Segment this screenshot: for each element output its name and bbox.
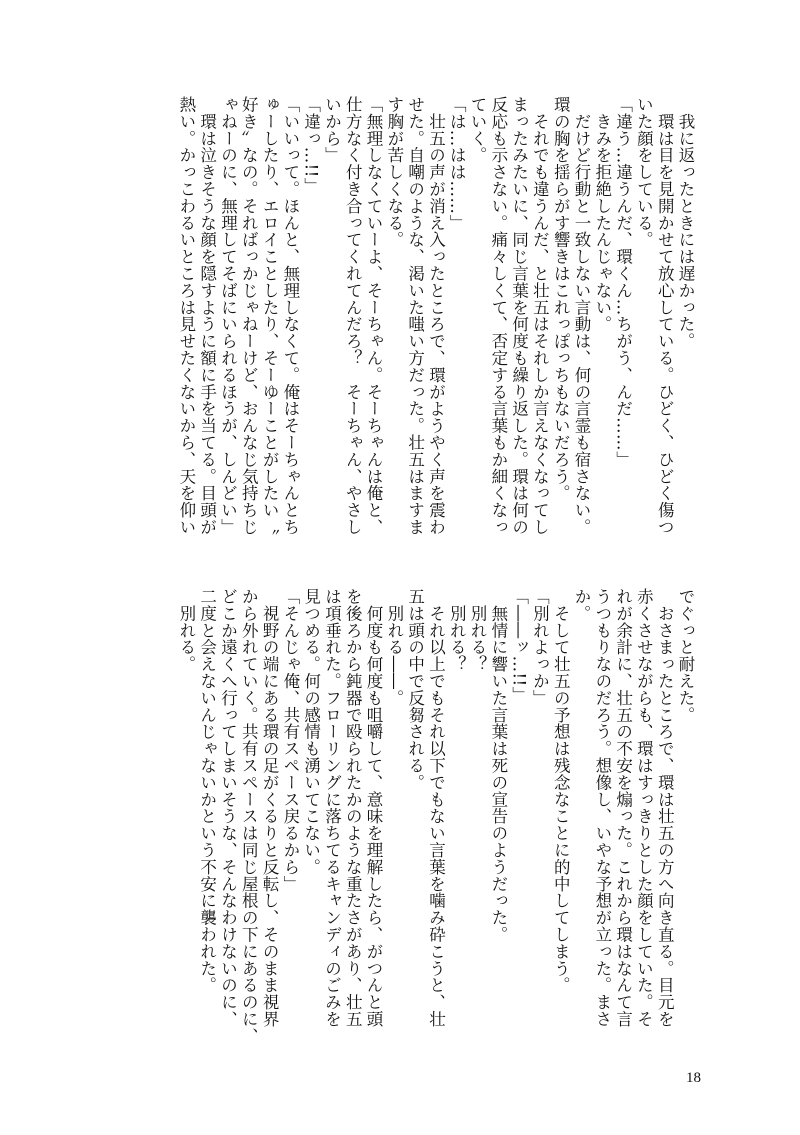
text-line: 「いいって。ほんと、無理しなくて。俺はそーちゃんとち xyxy=(280,96,300,536)
text-line: いから」 xyxy=(322,96,342,164)
text-line: いた顔をしている。 xyxy=(634,96,654,249)
text-line: は項垂れた。フローリングに落ちてるキャンディのごみを xyxy=(322,588,342,1028)
text-line: 別れる。 xyxy=(176,588,196,673)
text-line: 別れる？ xyxy=(447,588,467,673)
text-line: それでも違うんだ、と壮五はそれしか言えなくなってし xyxy=(530,96,550,536)
text-line: まったみたいに、同じ言葉を何度も繰り返した。環は何の xyxy=(509,96,529,536)
text-line: 「は…はは……」 xyxy=(447,96,467,232)
text-line: 二度と会えないんじゃないかという不安に襲われた。 xyxy=(197,588,217,994)
text-line: せた。自嘲のような、渇いた嗤い方だった。壮五はますま xyxy=(405,96,425,536)
text-line: れが余計に、壮五の不安を煽った。これから環はなんて言 xyxy=(613,588,633,1028)
text-line: ゃねーのに、無理してそばにいられるほうが、しんどい」 xyxy=(218,96,238,536)
text-line: どこか遠くへ行ってしまいそうな、そんなわけないのに、 xyxy=(218,588,238,1028)
text-line: 好き〟なの。そればっかじゃねーけど、おんなじ気持ちじ xyxy=(239,96,259,536)
text-line: うつもりなのだろう。想像し、いやな予想が立った。まさ xyxy=(592,588,612,1028)
text-line: おさまったところで、環は壮五の方へ向き直る。目元を xyxy=(655,588,675,1028)
text-line: 赤くさせながらも、環はすっきりとした顔をしていた。そ xyxy=(634,588,654,1028)
text-line: そして壮五の予想は残念なことに的中してしまう。 xyxy=(551,588,571,994)
text-line: 視野の端にある環の足がくるりと反転し、そのまま視界 xyxy=(260,588,280,1028)
text-line: 反応も示さない。痛々しくて、否定する言葉もか細くなっ xyxy=(488,96,508,536)
text-block-top xyxy=(93,96,695,566)
text-line: を後ろから鈍器で殴られたかのような重たさがあり、壮五 xyxy=(343,588,363,1028)
text-line: だけど行動と一致しない言動は、何の言霊も宿さない。 xyxy=(572,96,592,536)
text-line: 別れる――。 xyxy=(384,588,404,707)
text-line: か。 xyxy=(572,588,592,622)
text-block-bottom xyxy=(93,588,695,1058)
page-number: 18 xyxy=(686,1070,701,1086)
text-line: 環の胸を揺らがす響きはこれっぽっちもないだろう。 xyxy=(551,96,571,502)
text-line: 五は頭の中で反芻される。 xyxy=(405,588,425,791)
text-line: 見つめる。何の感情も湧いてこない。 xyxy=(301,588,321,876)
text-line: 「違っ…!!」 xyxy=(301,96,321,195)
text-line: す胸が苦しくなる。 xyxy=(384,96,404,249)
text-line: 「別れよっか」 xyxy=(530,588,550,707)
text-line: ゅーしたり、エロイことしたり、そーゆーことがしたい〝 xyxy=(260,96,280,536)
text-line: でぐっと耐えた。 xyxy=(676,588,695,724)
text-line: きみを拒絶したんじゃない。 xyxy=(592,96,612,333)
text-line: 無情に響いた言葉は死の宣告のようだった。 xyxy=(488,588,508,943)
text-line: 「無理しなくていーよ、そーちゃん。そーちゃんは俺と、 xyxy=(364,96,384,536)
text-line: 「――ッ…!!」 xyxy=(509,588,529,704)
text-line: 何度も何度も咀嚼して、意味を理解したら、がつんと頭 xyxy=(364,588,384,1028)
text-line: 熱い。かっこわるいところは見せたくないから、天を仰い xyxy=(176,96,196,536)
text-line: 仕方なく付き合ってくれてんだろ？ そーちゃん、やさし xyxy=(343,96,363,536)
text-line: 壮五の声が消え入ったところで、環がようやく声を震わ xyxy=(426,96,446,536)
text-line: 「そんじゃ俺、共有スペース戻るから」 xyxy=(280,588,300,893)
text-line: 別れる？ xyxy=(468,588,488,673)
text-line: から外れていく。共有スペースは同じ屋根の下にあるのに、 xyxy=(239,588,259,1045)
text-line: 環は目を見開かせて放心している。ひどく、ひどく傷つ xyxy=(655,96,675,536)
text-line: ていく。 xyxy=(468,96,488,164)
text-line: 環は泣きそうな顔を隠すように額に手を当てる。目頭が xyxy=(197,96,217,536)
text-line: 「違う…違うんだ、環くん…ちがう、んだ……」 xyxy=(613,96,633,468)
text-line: それ以上でもそれ以下でもない言葉を噛み砕こうと、壮 xyxy=(426,588,446,1028)
text-line: 我に返ったときには遅かった。 xyxy=(676,96,695,350)
